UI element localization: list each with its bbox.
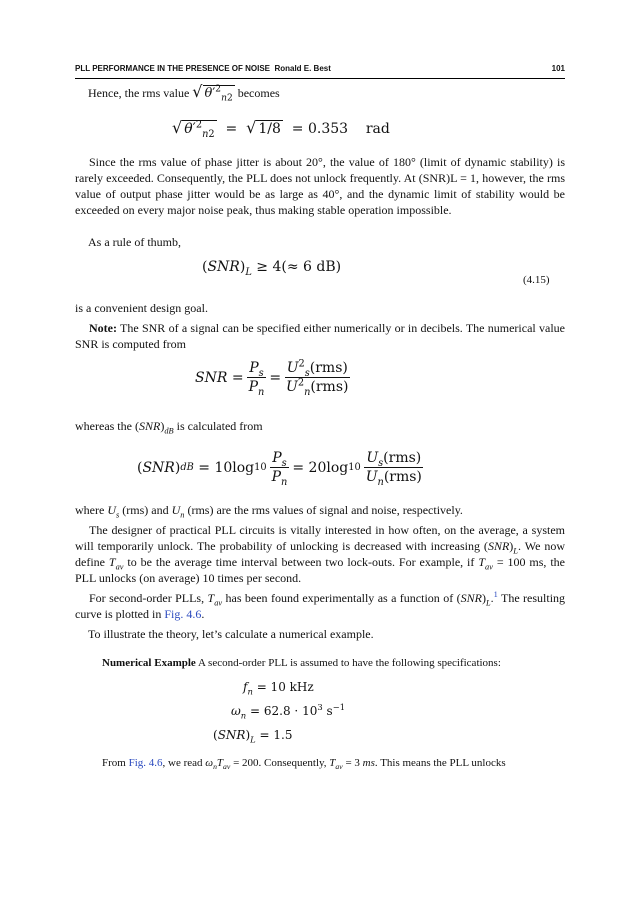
from-1: From (102, 757, 126, 769)
eq-snr-us: U (286, 360, 299, 376)
footnote-link[interactable]: 1 (493, 590, 498, 599)
equation-rms: √ $\theta'^2_{n2}$ = √ 1/8 = 0.353 rad (172, 118, 390, 140)
para-note (75, 320, 565, 352)
eq-snr-rms-num: (rms) (309, 360, 348, 376)
para-whereas: whereas the $(SNR)_{dB}$ is calculated from (75, 419, 263, 436)
para-second-order: For second-order PLLs, $T_{av}$ has been found experimentally as a function of $(SNR)_L.^1$ The resulting curve is plotted in Fig. 4.6. (75, 590, 566, 621)
equation-db: ( SNR ) dB = 10log 10 $\frac{P_s}{P_n}$ = 20log 10 $\frac{U_s(rms)}{U_n(rms)}$ (137, 450, 422, 488)
para-designer-1: The designer of practical PLL circuits is vitally interested in how often, on the average, a system will temporarily unlock. The probability of unlocking is decreased with increasing (75, 523, 565, 553)
spec-snr: $(SNR)_L = 1.5$ (213, 728, 293, 745)
from-figure-link[interactable]: Fig. 4.6 (128, 757, 163, 769)
para-whereas-after: is calculated from (176, 419, 263, 433)
eq-rms-unit: rad (365, 121, 390, 137)
spec-wn-unit: s (326, 704, 333, 718)
para-rule-text: As a rule of thumb, (88, 235, 181, 249)
from-ms: ms (362, 757, 375, 769)
para-second-3: The resulting curve is plotted in (75, 591, 566, 621)
equation-4-15: $(SNR)_L \ge 4(\approx 6$ dB) (202, 259, 342, 278)
example-text: A second-order PLL is assumed to have the following specifications: (197, 657, 501, 669)
frac-db-power: $\frac{P_s}{P_n}$ (271, 450, 288, 488)
frac-db-voltage: $\frac{U_s(rms)}{U_n(rms)}$ (365, 450, 422, 488)
numerical-example (102, 656, 562, 671)
para-where-1: where (75, 503, 105, 517)
eq-db-log2: 20log (308, 459, 349, 476)
from-3: = 200. Consequently, (233, 757, 327, 769)
note-text: The SNR of a signal can be specified either numerically or in decibels. The numerical value SNR is computed from (75, 321, 565, 351)
frac-ps-pn: $\frac{P_s}{P_n}$ (248, 360, 265, 398)
para-second-1: For second-order PLLs, (89, 591, 205, 605)
spec-snr-value: = 1.5 (259, 728, 293, 742)
para-designer-2: . We now define (75, 539, 566, 569)
header-title-group (75, 64, 331, 73)
para-goal (75, 300, 375, 316)
from-4: = 3 (345, 757, 360, 769)
para-second-2: has been found experimentally as a function of (225, 591, 454, 605)
eq-snr-lhs: SNR (195, 369, 228, 386)
para-since (75, 154, 565, 218)
spec-wn-exp: 3 (317, 702, 323, 712)
spec-wn: $\omega_n = 62.8 \cdot 10^3$ $s^{-1}$ (231, 702, 346, 721)
from-5: . This means the PLL unlocks (374, 757, 506, 769)
para-rule (88, 234, 388, 250)
para-where-3: (rms) are the rms values of signal and noise, respectively. (187, 503, 463, 517)
running-header (75, 64, 565, 73)
eq-rms-value: = 0.353 (291, 121, 349, 137)
eq-db-log1: 10log (214, 459, 255, 476)
para-goal-text: is a convenient design goal. (75, 301, 208, 315)
eq-snr-ps: P (249, 360, 259, 376)
eq-snr-pn: P (248, 379, 258, 395)
para-hence (88, 84, 568, 102)
para-second-4: . (201, 607, 205, 621)
para-since-text: Since the rms value of phase jitter is about 20°, the value of 180° (limit of dynamic stability) is rarely exceeded. Consequently, the PLL does not unlock frequently. At (SNR)L = 1, however, the rms value of output phase jitter would be as large as 40°, and the dynamic limit of stability would be exceeded on every major noise peak, thus making stable operation impossible. (75, 155, 565, 217)
eq-4-15-expr: ≥ 4(≈ 6 dB) (256, 259, 342, 275)
page-number: 101 (551, 64, 565, 73)
note-label: Note: (89, 321, 117, 335)
para-where: where $U_s$ (rms) and $U_n$ (rms) are the rms values of signal and noise, respectively. (75, 503, 463, 520)
eq-snr-un: U (286, 379, 298, 395)
example-label: Numerical Example (102, 657, 196, 669)
para-illustrate (88, 626, 558, 642)
spec-fn-value: = 10 kHz (256, 680, 314, 694)
para-hence-before: Hence, the rms value (88, 86, 190, 100)
equation-snr: SNR = $\frac{P_s}{P_n}$ = $\frac{U^2_s(rms)}{U^2_n(rms)}$ (195, 358, 349, 398)
para-where-2: (rms) and (122, 503, 169, 517)
para-designer-3: to be the average time interval between two lock-outs. For example, if (127, 555, 475, 569)
para-hence-after: becomes (237, 86, 280, 100)
para-from: From Fig. 4.6, we read $\omega_nT_{av} = 200$. Consequently, $T_{av} = 3$ ms. This means the PLL unlocks (102, 757, 506, 772)
figure-link[interactable]: Fig. 4.6 (164, 607, 202, 621)
para-illustrate-text: To illustrate the theory, let’s calculate a numerical example. (88, 627, 374, 641)
spec-wn-value: = 62.8 · 10 (250, 704, 318, 718)
header-author: Ronald E. Best (274, 64, 331, 73)
frac-us-un: $\frac{U^2_s(rms)}{U^2_n(rms)}$ (286, 358, 349, 398)
spec-wn-unit-exp: −1 (332, 702, 346, 712)
inline-sqrt-theta: √ $\theta'^2_{n2}$ (192, 82, 233, 104)
para-designer: The designer of practical PLL circuits is vitally interested in how often, on the average, a system will temporarily unlock. The probability of unlocking is decreased with increasing $(SNR)_L$. We now define $T_{av}$ to be the average time interval between two lock-outs. For example, if $T_{av} = 100$ ms, the PLL unlocks (on average) 10 times per second. (75, 523, 566, 585)
equation-number: (4.15) (523, 274, 550, 286)
spec-fn: $f_n = 10$ kHz (243, 680, 314, 697)
header-rule (75, 78, 565, 79)
para-whereas-before: whereas the (75, 419, 132, 433)
eq-snr-rms-den: (rms) (310, 379, 349, 395)
from-2: , we read (162, 757, 203, 769)
header-title: PLL PERFORMANCE IN THE PRESENCE OF NOISE (75, 64, 270, 73)
para-designer-4: = 100 ms, the PLL unlocks (on average) 10 times per second. (75, 555, 566, 585)
eq-rms-sqrt-value: 1/8 (258, 121, 281, 137)
